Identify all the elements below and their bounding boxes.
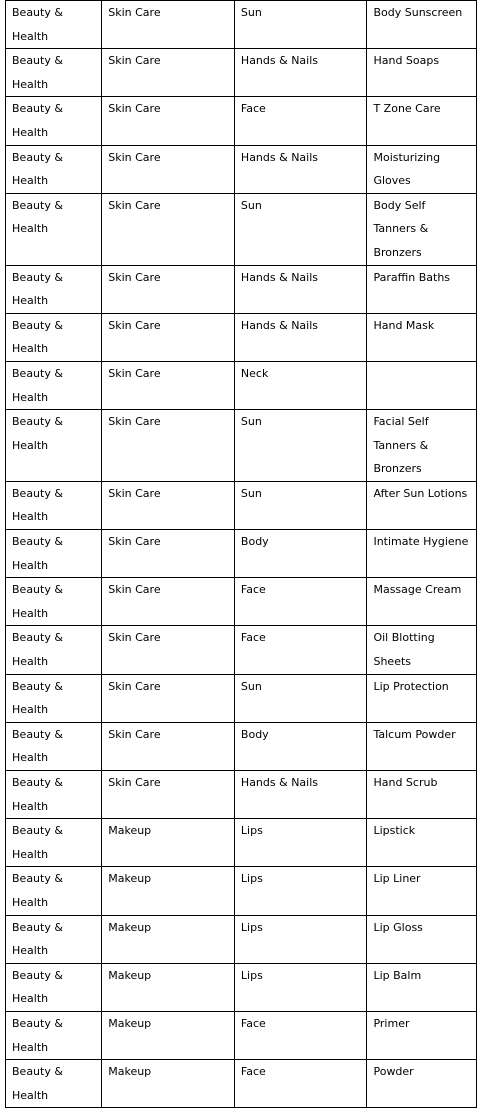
- department-cell: Skin Care: [102, 771, 235, 819]
- table-body: [6, 1, 477, 1108]
- department-cell: Skin Care: [102, 193, 235, 265]
- subcategory-cell: Sun: [234, 193, 367, 265]
- table-row: [6, 313, 477, 361]
- table-row: [6, 626, 477, 674]
- subcategory-cell: Sun: [234, 1, 367, 49]
- category-cell: Beauty & Health: [6, 867, 102, 915]
- department-cell: Makeup: [102, 867, 235, 915]
- subcategory-cell: Neck: [234, 361, 367, 409]
- category-cell: Beauty & Health: [6, 530, 102, 578]
- category-cell: Beauty & Health: [6, 145, 102, 193]
- table-row: [6, 145, 477, 193]
- product-type-cell: T Zone Care: [367, 97, 477, 145]
- product-type-cell: Lipstick: [367, 819, 477, 867]
- department-cell: Skin Care: [102, 1, 235, 49]
- category-cell: Beauty & Health: [6, 578, 102, 626]
- product-type-cell: Body Sunscreen: [367, 1, 477, 49]
- department-cell: Skin Care: [102, 361, 235, 409]
- subcategory-cell: Lips: [234, 819, 367, 867]
- table-row: [6, 578, 477, 626]
- product-type-cell: Lip Balm: [367, 963, 477, 1011]
- product-type-cell: Paraffin Baths: [367, 265, 477, 313]
- category-cell: Beauty & Health: [6, 49, 102, 97]
- subcategory-cell: Hands & Nails: [234, 265, 367, 313]
- department-cell: Skin Care: [102, 97, 235, 145]
- subcategory-cell: Lips: [234, 963, 367, 1011]
- product-type-cell: Lip Gloss: [367, 915, 477, 963]
- product-type-cell: Hand Soaps: [367, 49, 477, 97]
- subcategory-cell: Hands & Nails: [234, 49, 367, 97]
- department-cell: Makeup: [102, 1011, 235, 1059]
- product-type-cell: After Sun Lotions: [367, 481, 477, 529]
- subcategory-cell: Body: [234, 530, 367, 578]
- table-row: [6, 1, 477, 49]
- category-cell: Beauty & Health: [6, 674, 102, 722]
- department-cell: Skin Care: [102, 722, 235, 770]
- product-type-cell: Oil Blotting Sheets: [367, 626, 477, 674]
- category-cell: Beauty & Health: [6, 771, 102, 819]
- product-type-cell: Body Self Tanners & Bronzers: [367, 193, 477, 265]
- department-cell: Makeup: [102, 819, 235, 867]
- category-cell: Beauty & Health: [6, 1060, 102, 1108]
- product-type-cell: Talcum Powder: [367, 722, 477, 770]
- table-row: [6, 915, 477, 963]
- table-row: [6, 867, 477, 915]
- table-row: [6, 481, 477, 529]
- category-table: [5, 0, 477, 1108]
- product-type-cell: Lip Protection: [367, 674, 477, 722]
- subcategory-cell: Face: [234, 97, 367, 145]
- subcategory-cell: Face: [234, 1060, 367, 1108]
- department-cell: Skin Care: [102, 578, 235, 626]
- category-cell: Beauty & Health: [6, 915, 102, 963]
- table-row: [6, 722, 477, 770]
- subcategory-cell: Sun: [234, 481, 367, 529]
- table-row: [6, 361, 477, 409]
- product-type-cell: Hand Scrub: [367, 771, 477, 819]
- table-row: [6, 819, 477, 867]
- category-cell: Beauty & Health: [6, 265, 102, 313]
- product-type-cell: Primer: [367, 1011, 477, 1059]
- category-cell: Beauty & Health: [6, 819, 102, 867]
- subcategory-cell: Face: [234, 1011, 367, 1059]
- product-type-cell: Massage Cream: [367, 578, 477, 626]
- product-type-cell: Moisturizing Gloves: [367, 145, 477, 193]
- category-cell: Beauty & Health: [6, 410, 102, 482]
- product-type-cell: Hand Mask: [367, 313, 477, 361]
- table-row: [6, 97, 477, 145]
- table-row: [6, 193, 477, 265]
- subcategory-cell: Lips: [234, 867, 367, 915]
- category-cell: Beauty & Health: [6, 193, 102, 265]
- category-cell: Beauty & Health: [6, 1, 102, 49]
- product-type-cell: Powder: [367, 1060, 477, 1108]
- product-type-cell: Facial Self Tanners & Bronzers: [367, 410, 477, 482]
- department-cell: Makeup: [102, 1060, 235, 1108]
- department-cell: Skin Care: [102, 49, 235, 97]
- table-row: [6, 674, 477, 722]
- subcategory-cell: Body: [234, 722, 367, 770]
- subcategory-cell: Face: [234, 578, 367, 626]
- table-row: [6, 771, 477, 819]
- subcategory-cell: Face: [234, 626, 367, 674]
- department-cell: Makeup: [102, 915, 235, 963]
- table-row: [6, 1060, 477, 1108]
- table-row: [6, 530, 477, 578]
- table-row: [6, 1011, 477, 1059]
- product-type-cell: [367, 361, 477, 409]
- subcategory-cell: Hands & Nails: [234, 771, 367, 819]
- department-cell: Skin Care: [102, 410, 235, 482]
- product-type-cell: Intimate Hygiene: [367, 530, 477, 578]
- table-row: [6, 49, 477, 97]
- department-cell: Skin Care: [102, 481, 235, 529]
- category-cell: Beauty & Health: [6, 722, 102, 770]
- category-cell: Beauty & Health: [6, 97, 102, 145]
- category-cell: Beauty & Health: [6, 481, 102, 529]
- department-cell: Skin Care: [102, 674, 235, 722]
- department-cell: Skin Care: [102, 530, 235, 578]
- department-cell: Makeup: [102, 963, 235, 1011]
- subcategory-cell: Lips: [234, 915, 367, 963]
- subcategory-cell: Hands & Nails: [234, 313, 367, 361]
- table-row: [6, 410, 477, 482]
- category-cell: Beauty & Health: [6, 361, 102, 409]
- department-cell: Skin Care: [102, 265, 235, 313]
- product-type-cell: Lip Liner: [367, 867, 477, 915]
- table-row: [6, 265, 477, 313]
- category-cell: Beauty & Health: [6, 313, 102, 361]
- department-cell: Skin Care: [102, 626, 235, 674]
- subcategory-cell: Sun: [234, 674, 367, 722]
- subcategory-cell: Hands & Nails: [234, 145, 367, 193]
- category-cell: Beauty & Health: [6, 1011, 102, 1059]
- category-cell: Beauty & Health: [6, 626, 102, 674]
- subcategory-cell: Sun: [234, 410, 367, 482]
- department-cell: Skin Care: [102, 313, 235, 361]
- category-cell: Beauty & Health: [6, 963, 102, 1011]
- table-row: [6, 963, 477, 1011]
- department-cell: Skin Care: [102, 145, 235, 193]
